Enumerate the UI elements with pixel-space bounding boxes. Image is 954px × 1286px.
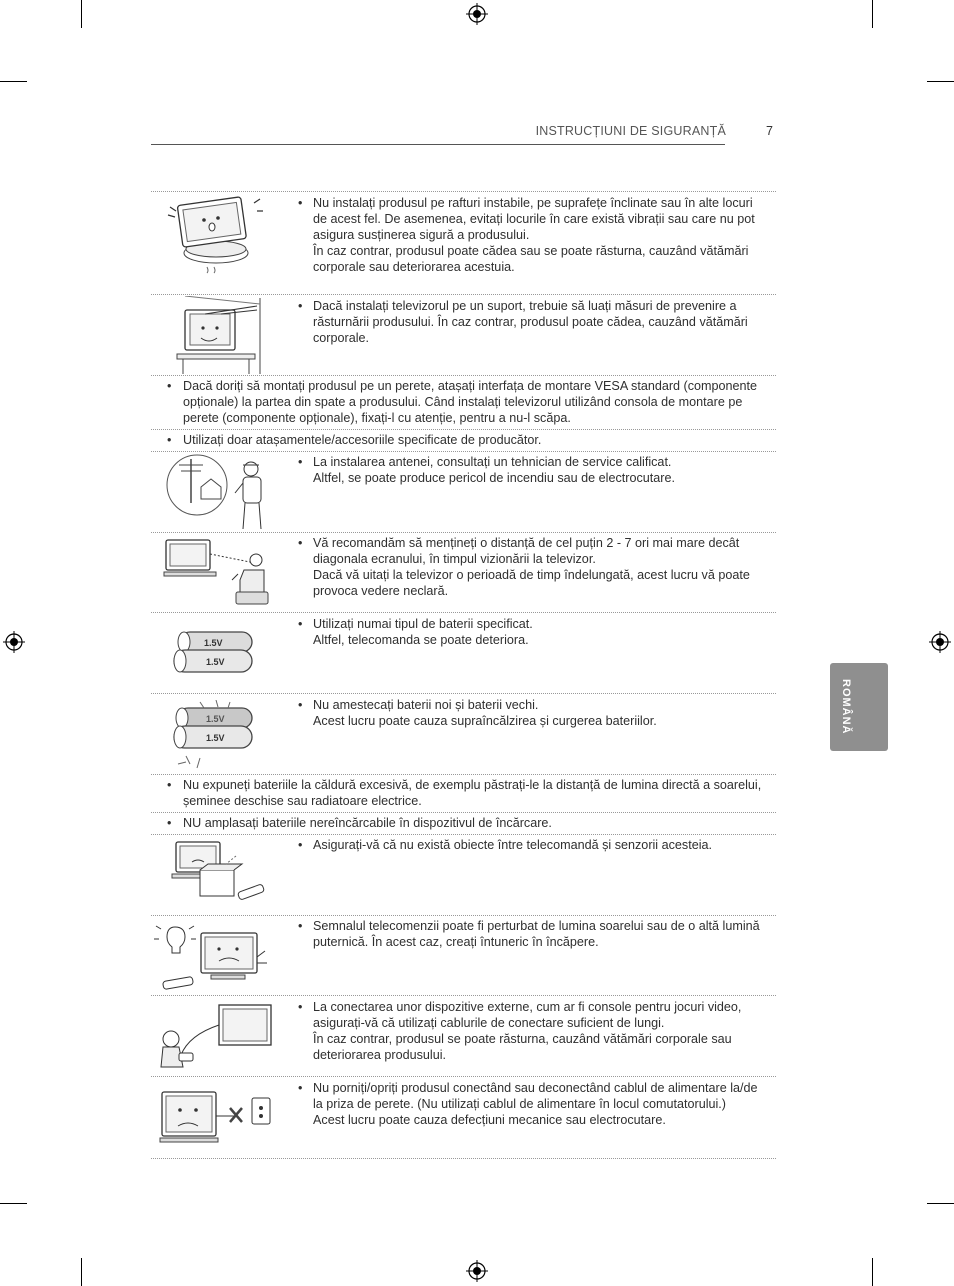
battery-correct-icon xyxy=(172,628,262,680)
crop-mark xyxy=(872,0,873,28)
registration-mark-icon xyxy=(466,3,488,25)
bullet: • xyxy=(298,1000,303,1014)
bullet: • xyxy=(298,299,303,313)
bullet: • xyxy=(167,379,172,393)
row-separator xyxy=(151,294,776,295)
tv-stand-wall-icon xyxy=(165,296,275,376)
list-item: • Nu porniți/opriți produsul conectând sau deconectând cablul de alimentare la/de la priza de perete. (Nu utilizați cablul de alimentare în locul comutatorului.) Acest lucru poate cauza defecțiuni mecanice sau electrocutare. xyxy=(298,1081,758,1127)
bullet: • xyxy=(298,1081,303,1095)
remote-obstacle-icon xyxy=(166,836,271,908)
crop-mark xyxy=(0,1203,27,1204)
registration-mark-icon xyxy=(3,631,25,653)
bullet: • xyxy=(167,816,172,830)
crop-mark xyxy=(81,0,82,28)
row-separator xyxy=(151,191,776,192)
language-tab-label: ROMÂNĂ xyxy=(840,679,852,735)
list-item: • Utilizați numai tipul de baterii specificat. Altfel, telecomanda se poate deteriora. xyxy=(298,617,533,647)
registration-mark-icon xyxy=(929,631,951,653)
row-separator xyxy=(151,693,776,694)
row-separator xyxy=(151,812,776,813)
power-plug-icon xyxy=(156,1082,276,1152)
crop-mark xyxy=(0,81,27,82)
list-item: • Dacă doriți să montați produsul pe un perete, atașați interfața de montare VESA standard (componente opționale) la partea din spate a produsului. Când instalați televizorul utilizând consola de montare pe perete (componente opționale), fixați-l cu atenție, pentru a nu-l scăpa. xyxy=(167,379,758,425)
list-item: • Semnalul telecomenzii poate fi perturbat de lumina soarelui sau de o altă lumină puternică. În acest caz, creați întuneric în încăpere. xyxy=(298,919,760,949)
game-console-cable-icon xyxy=(155,997,275,1075)
bullet: • xyxy=(298,698,303,712)
row-separator xyxy=(151,995,776,996)
list-item: • Nu instalați produsul pe rafturi instabile, pe suprafețe înclinate sau în alte locuri de acest fel. De asemenea, evitați locurile în care există vibrații sau care nu pot asigura susținerea sigură a produsului. În caz contrar, produsul poate cădea sau se poate răsturna, cauzând vătămări corporale sau deteriorarea acestuia. xyxy=(298,196,755,274)
row-separator xyxy=(151,915,776,916)
row-separator xyxy=(151,451,776,452)
list-item: • Asigurați-vă că nu există obiecte între telecomandă și senzorii acesteia. xyxy=(298,838,713,852)
crop-mark xyxy=(927,1203,954,1204)
section-title: INSTRUCȚIUNI DE SIGURANȚĂ xyxy=(535,124,726,138)
bullet: • xyxy=(298,838,303,852)
tv-viewing-distance-icon xyxy=(160,534,275,612)
page-number: 7 xyxy=(766,124,773,138)
tv-antenna-technician-icon xyxy=(163,453,275,533)
bullet: • xyxy=(298,536,303,550)
list-item: • La instalarea antenei, consultați un tehnician de service calificat. Altfel, se poate produce pericol de incendiu sau de electrocutare. xyxy=(298,455,675,485)
bullet: • xyxy=(167,778,172,792)
list-item: • Vă recomandăm să mențineți o distanță de cel puțin 2 - 7 ori mai mare decât diagonala ecranului, în timpul vizionării la televizor. Dacă vă uitați la televizor o perioadă de timp îndelungată, acest lucru vă poate provoca vedere neclară. xyxy=(298,536,750,598)
list-item: • Dacă instalați televizorul pe un suport, trebuie să luați măsuri de prevenire a răsturnării produsului. În caz contrar, produsul poate cădea, cauzând vătămări corporale. xyxy=(298,299,748,345)
row-separator xyxy=(151,1076,776,1077)
list-item: • La conectarea unor dispozitive externe, cum ar fi console pentru jocuri video, asigurați-vă că utilizați cablurile de conectare suficient de lungi. În caz contrar, produsul se poate răsturna, cauzând vătămări corporale sau deteriorarea produsului. xyxy=(298,1000,742,1062)
battery-label: 1.5V xyxy=(206,714,225,724)
bullet: • xyxy=(298,617,303,631)
bullet: • xyxy=(298,455,303,469)
battery-label: 1.5V xyxy=(206,733,225,743)
crop-mark xyxy=(927,81,954,82)
list-item: • Utilizați doar atașamentele/accesoriile specificate de producător. xyxy=(167,433,542,447)
battery-mix-icon xyxy=(170,700,265,772)
list-item: • Nu expuneți bateriile la căldură excesivă, de exemplu păstrați-le la distanță de lumina directă a soarelui, șeminee deschise sau radiatoare electrice. xyxy=(167,778,762,808)
crop-mark xyxy=(81,1258,82,1286)
tv-wobble-icon xyxy=(162,193,272,275)
bullet: • xyxy=(298,196,303,210)
row-separator xyxy=(151,774,776,775)
row-separator xyxy=(151,834,776,835)
bullet: • xyxy=(298,919,303,933)
row-separator xyxy=(151,612,776,613)
battery-label: 1.5V xyxy=(206,657,225,667)
row-separator xyxy=(151,1158,776,1159)
bullet: • xyxy=(167,433,172,447)
crop-mark xyxy=(872,1258,873,1286)
battery-label: 1.5V xyxy=(204,638,223,648)
remote-sunlight-icon xyxy=(153,917,273,995)
list-item: • NU amplasați bateriile nereîncărcabile în dispozitivul de încărcare. xyxy=(167,816,552,830)
language-tab xyxy=(830,663,888,751)
registration-mark-icon xyxy=(466,1260,488,1282)
header-rule xyxy=(151,144,725,145)
list-item: • Nu amestecați baterii noi și baterii vechi. Acest lucru poate cauza supraîncălzirea și curgerea bateriilor. xyxy=(298,698,657,728)
row-separator xyxy=(151,429,776,430)
